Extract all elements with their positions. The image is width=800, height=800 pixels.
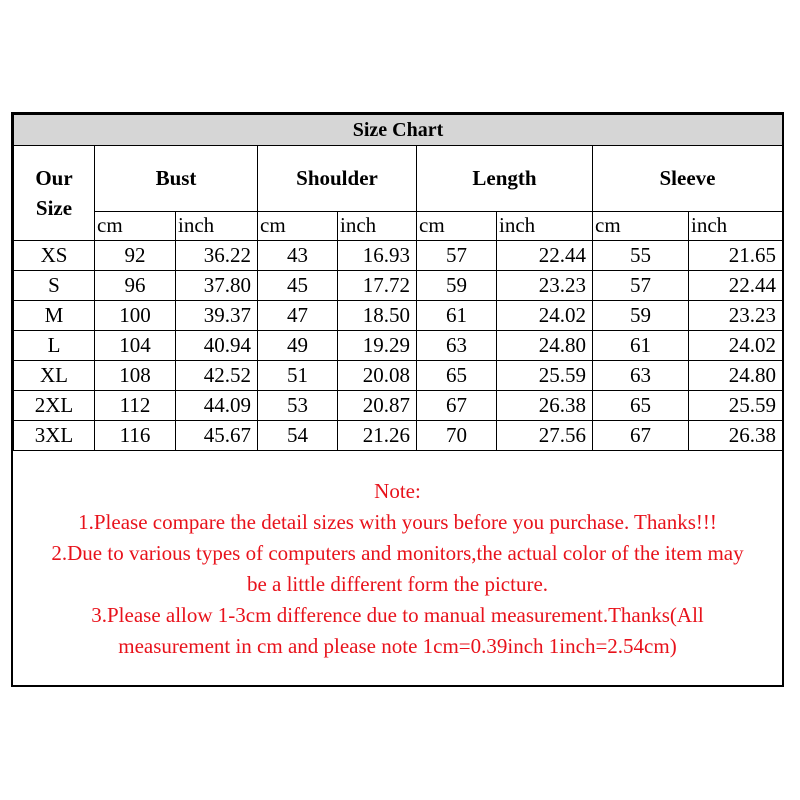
note-heading: Note: <box>374 479 421 503</box>
cell-length-inch: 24.02 <box>497 301 593 331</box>
bust-cm-unit: cm <box>95 211 176 240</box>
cell-length-inch: 24.80 <box>497 331 593 361</box>
cell-size: XL <box>14 361 95 391</box>
cell-shoulder-cm: 47 <box>258 301 338 331</box>
sleeve-header: Sleeve <box>593 146 783 212</box>
cell-bust-inch: 44.09 <box>176 391 258 421</box>
cell-bust-inch: 39.37 <box>176 301 258 331</box>
our-size-header <box>14 146 95 241</box>
bust-inch-unit: inch <box>176 211 258 240</box>
note-line-4: 3.Please allow 1-3cm difference due to manual measurement.Thanks(All <box>91 603 704 627</box>
cell-sleeve-cm: 55 <box>593 241 689 271</box>
cell-length-inch: 26.38 <box>497 391 593 421</box>
cell-length-cm: 67 <box>417 391 497 421</box>
cell-bust-cm: 96 <box>95 271 176 301</box>
cell-length-inch: 25.59 <box>497 361 593 391</box>
note-line-1: 1.Please compare the detail sizes with yours before you purchase. Thanks!!! <box>78 510 717 534</box>
cell-bust-inch: 40.94 <box>176 331 258 361</box>
cell-bust-inch: 36.22 <box>176 241 258 271</box>
cell-sleeve-inch: 22.44 <box>689 271 783 301</box>
shoulder-header: Shoulder <box>258 146 417 212</box>
cell-sleeve-cm: 63 <box>593 361 689 391</box>
cell-sleeve-inch: 26.38 <box>689 421 783 451</box>
table-row <box>14 361 783 391</box>
cell-bust-inch: 37.80 <box>176 271 258 301</box>
cell-sleeve-inch: 23.23 <box>689 301 783 331</box>
cell-shoulder-cm: 53 <box>258 391 338 421</box>
cell-bust-cm: 108 <box>95 361 176 391</box>
cell-length-cm: 57 <box>417 241 497 271</box>
table-row <box>14 271 783 301</box>
cell-size: 2XL <box>14 391 95 421</box>
note-line-5: measurement in cm and please note 1cm=0.39inch 1inch=2.54cm) <box>118 634 677 658</box>
note-line-3: be a little different form the picture. <box>246 572 549 596</box>
cell-shoulder-inch: 19.29 <box>338 331 417 361</box>
length-header: Length <box>417 146 593 212</box>
cell-size: XS <box>14 241 95 271</box>
cell-length-cm: 65 <box>417 361 497 391</box>
cell-sleeve-inch: 24.80 <box>689 361 783 391</box>
cell-bust-inch: 45.67 <box>176 421 258 451</box>
cell-bust-cm: 100 <box>95 301 176 331</box>
bust-header: Bust <box>95 146 258 212</box>
size-chart-table <box>13 114 783 451</box>
cell-length-cm: 70 <box>417 421 497 451</box>
shoulder-inch-unit: inch <box>338 211 417 240</box>
cell-sleeve-cm: 65 <box>593 391 689 421</box>
length-cm-unit: cm <box>417 211 497 240</box>
cell-bust-cm: 112 <box>95 391 176 421</box>
sleeve-inch-unit: inch <box>689 211 783 240</box>
size-chart-sheet <box>11 112 784 687</box>
cell-sleeve-inch: 24.02 <box>689 331 783 361</box>
our-size-label: Our Size <box>35 166 73 220</box>
cell-shoulder-cm: 51 <box>258 361 338 391</box>
cell-shoulder-inch: 17.72 <box>338 271 417 301</box>
cell-size: S <box>14 271 95 301</box>
cell-length-inch: 23.23 <box>497 271 593 301</box>
note-line-2: 2.Due to various types of computers and monitors,the actual color of the item may <box>51 541 744 565</box>
cell-length-inch: 27.56 <box>497 421 593 451</box>
cell-bust-cm: 92 <box>95 241 176 271</box>
cell-length-cm: 59 <box>417 271 497 301</box>
cell-shoulder-cm: 45 <box>258 271 338 301</box>
cell-sleeve-cm: 59 <box>593 301 689 331</box>
table-row <box>14 331 783 361</box>
cell-shoulder-inch: 16.93 <box>338 241 417 271</box>
cell-sleeve-cm: 67 <box>593 421 689 451</box>
sleeve-cm-unit: cm <box>593 211 689 240</box>
cell-shoulder-cm: 49 <box>258 331 338 361</box>
notes-block <box>13 476 782 662</box>
cell-shoulder-inch: 20.08 <box>338 361 417 391</box>
table-title: Size Chart <box>14 115 783 146</box>
cell-bust-inch: 42.52 <box>176 361 258 391</box>
cell-length-cm: 61 <box>417 301 497 331</box>
table-row <box>14 241 783 271</box>
cell-shoulder-inch: 21.26 <box>338 421 417 451</box>
cell-sleeve-inch: 21.65 <box>689 241 783 271</box>
cell-shoulder-inch: 20.87 <box>338 391 417 421</box>
cell-sleeve-cm: 61 <box>593 331 689 361</box>
cell-sleeve-cm: 57 <box>593 271 689 301</box>
cell-bust-cm: 116 <box>95 421 176 451</box>
cell-length-inch: 22.44 <box>497 241 593 271</box>
cell-bust-cm: 104 <box>95 331 176 361</box>
cell-size: M <box>14 301 95 331</box>
length-inch-unit: inch <box>497 211 593 240</box>
cell-shoulder-inch: 18.50 <box>338 301 417 331</box>
table-row <box>14 421 783 451</box>
cell-sleeve-inch: 25.59 <box>689 391 783 421</box>
cell-shoulder-cm: 43 <box>258 241 338 271</box>
table-row <box>14 301 783 331</box>
cell-shoulder-cm: 54 <box>258 421 338 451</box>
shoulder-cm-unit: cm <box>258 211 338 240</box>
table-row <box>14 391 783 421</box>
cell-length-cm: 63 <box>417 331 497 361</box>
cell-size: L <box>14 331 95 361</box>
cell-size: 3XL <box>14 421 95 451</box>
